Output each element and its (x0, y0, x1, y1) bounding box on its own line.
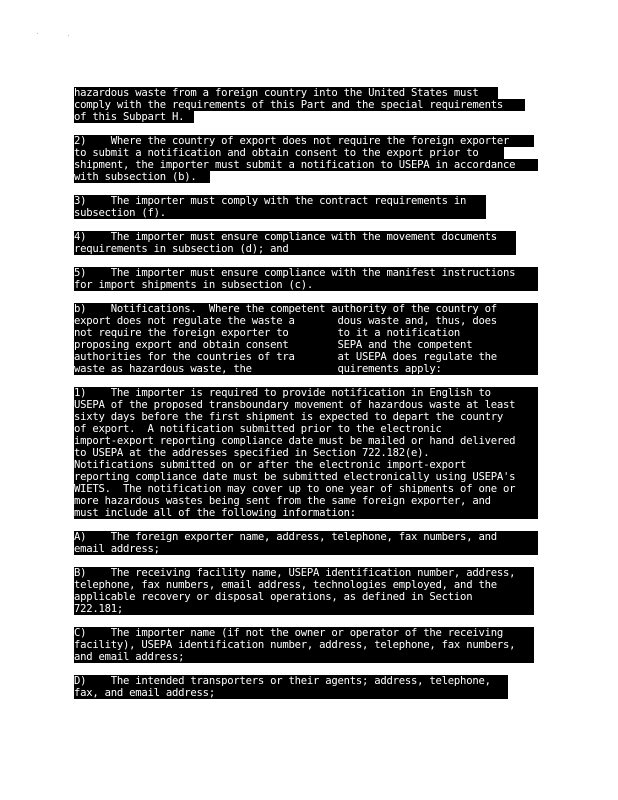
text-line: of this Subpart H. (74, 111, 194, 123)
text-line: to submit a notification and obtain consent to the export prior to (74, 147, 504, 159)
text-line: subsection (f). (74, 207, 486, 219)
scan-speck (37, 33, 38, 34)
text-line: 5) The importer must ensure compliance with the manifest instructions (74, 267, 538, 279)
text-line: export does not regulate the waste a dous waste and, thus, does (74, 315, 538, 327)
text-line: Notifications submitted on or after the electronic import-export (74, 459, 538, 471)
text-line: to USEPA at the addresses specified in Section 722.182(e). (74, 447, 538, 459)
text-line: A) The foreign exporter name, address, telephone, fax numbers, and (74, 531, 538, 543)
text-line: fax, and email address; (74, 687, 508, 699)
text-line: authorities for the countries of tra at USEPA does regulate the (74, 351, 538, 363)
text-line: reporting compliance date must be submitted electronically using USEPA's (74, 471, 538, 483)
text-line: D) The intended transporters or their agents; address, telephone, (74, 675, 508, 687)
text-line: import-export reporting compliance date must be mailed or hand delivered (74, 435, 538, 447)
text-line: email address; (74, 543, 538, 555)
text-line: telephone, fax numbers, email address, technologies employed, and the (74, 579, 534, 591)
text-line: waste as hazardous waste, the quirements apply: (74, 363, 538, 375)
text-line: proposing export and obtain consent SEPA and the competent (74, 339, 538, 351)
text-line: more hazardous wastes being sent from the same foreign exporter, and (74, 495, 538, 507)
text-line: sixty days before the first shipment is expected to depart the country (74, 411, 538, 423)
text-line: for import shipments in subsection (c). (74, 279, 538, 291)
text-line: must include all of the following information: (74, 507, 538, 519)
text-line: 1) The importer is required to provide notification in English to (74, 387, 538, 399)
text-line: b) Notifications. Where the competent authority of the country of (74, 303, 538, 315)
text-line: facility), USEPA identification number, address, telephone, fax numbers, (74, 639, 534, 651)
text-line: not require the foreign exporter to to it a notification (74, 327, 538, 339)
text-line: and email address; (74, 651, 534, 663)
text-line: comply with the requirements of this Part and the special requirements (74, 99, 525, 111)
text-line: WIETS. The notification may cover up to one year of shipments of one or (74, 483, 538, 495)
text-line: 722.181; (74, 603, 534, 615)
text-line: C) The importer name (if not the owner or operator of the receiving (74, 627, 534, 639)
text-line: with subsection (b). (74, 171, 210, 183)
text-line: requirements in subsection (d); and (74, 243, 516, 255)
text-line: applicable recovery or disposal operations, as defined in Section (74, 591, 534, 603)
scan-speck (68, 35, 69, 36)
text-line: 2) Where the country of export does not require the foreign exporter (74, 135, 534, 147)
text-line: shipment, the importer must submit a notification to USEPA in accordance (74, 159, 538, 171)
text-line: of export. A notification submitted prior to the electronic (74, 423, 538, 435)
text-line: B) The receiving facility name, USEPA identification number, address, (74, 567, 534, 579)
text-line: hazardous waste from a foreign country into the United States must (74, 87, 498, 99)
text-line: 3) The importer must comply with the contract requirements in (74, 195, 486, 207)
text-line: USEPA of the proposed transboundary movement of hazardous waste at least (74, 399, 538, 411)
text-line: 4) The importer must ensure compliance with the movement documents (74, 231, 516, 243)
